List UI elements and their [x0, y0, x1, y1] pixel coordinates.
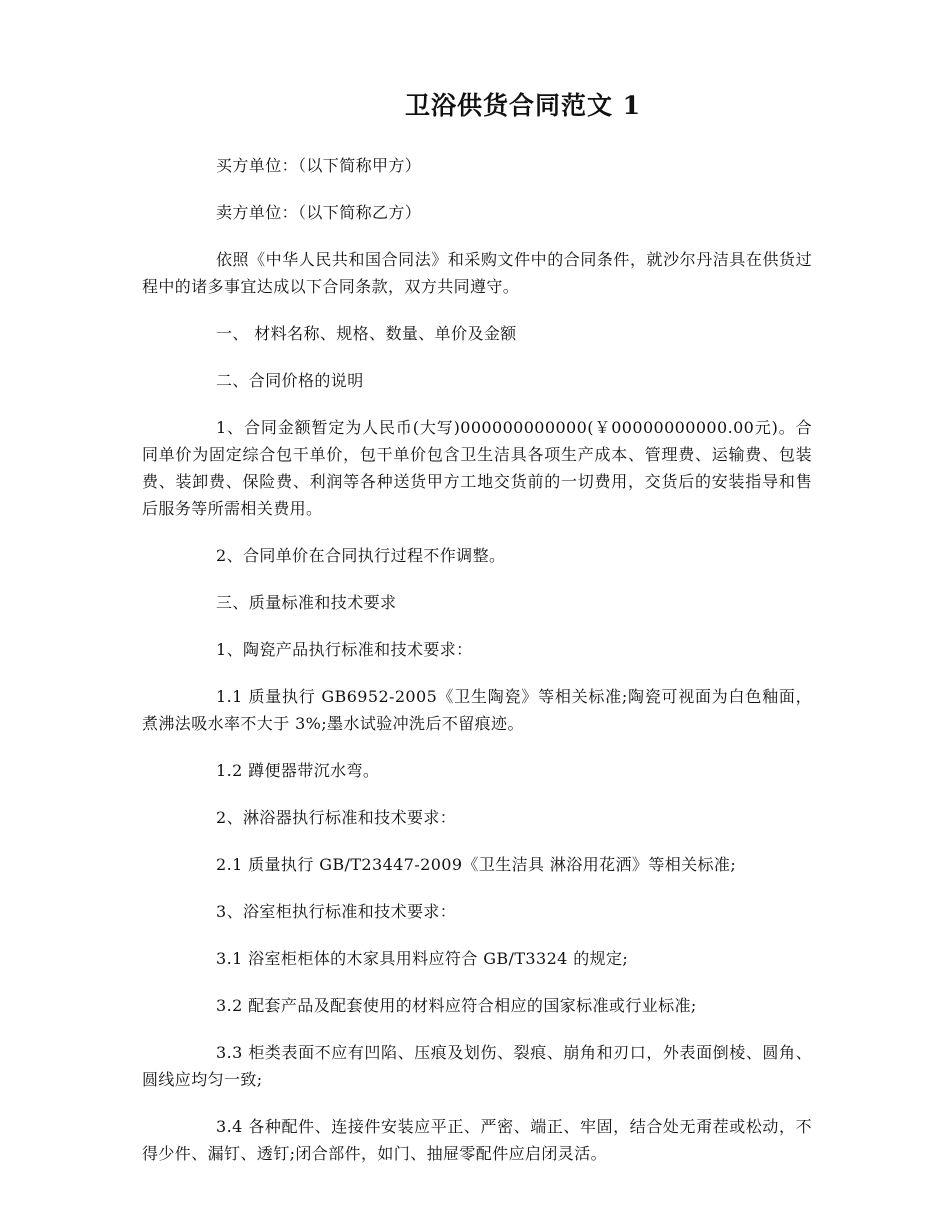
paragraph-ceramic-1-2: 1.2 蹲便器带沉水弯。	[216, 761, 380, 780]
paragraph-seller: 卖方单位：（以下简称乙方）	[216, 203, 422, 222]
section-heading-2: 二、合同价格的说明	[216, 371, 364, 390]
paragraph-cabinet-3-3: 3.3 柜类表面不应有凹陷、压痕及划伤、裂痕、崩角和刃口，外表面倒棱、圆角、圆线应均匀一致;	[142, 1043, 812, 1089]
section-heading-1: 一、 材料名称、规格、数量、单价及金额	[216, 324, 517, 343]
paragraph-shower: 2、淋浴器执行标准和技术要求：	[216, 808, 457, 827]
paragraph-ceramic: 1、陶瓷产品执行标准和技术要求：	[216, 640, 473, 659]
document-body	[142, 152, 812, 1187]
paragraph-cabinet: 3、浴室柜执行标准和技术要求：	[216, 902, 457, 921]
paragraph-cabinet-3-2: 3.2 配套产品及配套使用的材料应符合相应的国家标准或行业标准;	[216, 996, 697, 1015]
paragraph-cabinet-3-1: 3.1 浴室柜柜体的木家具用料应符合 GB/T3324 的规定;	[216, 949, 629, 968]
paragraph-ceramic-1-1: 1.1 质量执行 GB6952-2005《卫生陶瓷》等相关标准;陶瓷可视面为白色釉面，煮沸法吸水率不大于 3%;墨水试验冲洗后不留痕迹。	[142, 687, 812, 733]
paragraph-cabinet-3-4: 3.4 各种配件、连接件安装应平正、严密、端正、牢固，结合处无甭茬或松动，不得少件、漏钉、透钉;闭合部件，如门、抽屉零配件应启闭灵活。	[142, 1117, 812, 1163]
paragraph-buyer: 买方单位：（以下简称甲方）	[216, 156, 422, 175]
paragraph-price-1: 1、合同金额暂定为人民币(大写)000000000000(￥00000000000.00元)。合同单价为固定综合包干单价，包干单价包含卫生洁具各项生产成本、管理费、运输费、包装费、装卸费、保险费、利润等各种送货甲方工地交货前的一切费用，交货后的安装指导和售后服务等所需相关费用。	[142, 418, 812, 518]
paragraph-price-2: 2、合同单价在合同执行过程不作调整。	[216, 546, 506, 565]
paragraph-shower-2-1: 2.1 质量执行 GB/T23447-2009《卫生洁具 淋浴用花洒》等相关标准;	[216, 855, 737, 874]
section-heading-3: 三、质量标准和技术要求	[216, 593, 397, 612]
paragraph-intro: 依照《中华人民共和国合同法》和采购文件中的合同条件，就沙尔丹洁具在供货过程中的诸多事宜达成以下合同条款，双方共同遵守。	[142, 250, 812, 296]
document-title: 卫浴供货合同范文 1	[404, 91, 642, 120]
